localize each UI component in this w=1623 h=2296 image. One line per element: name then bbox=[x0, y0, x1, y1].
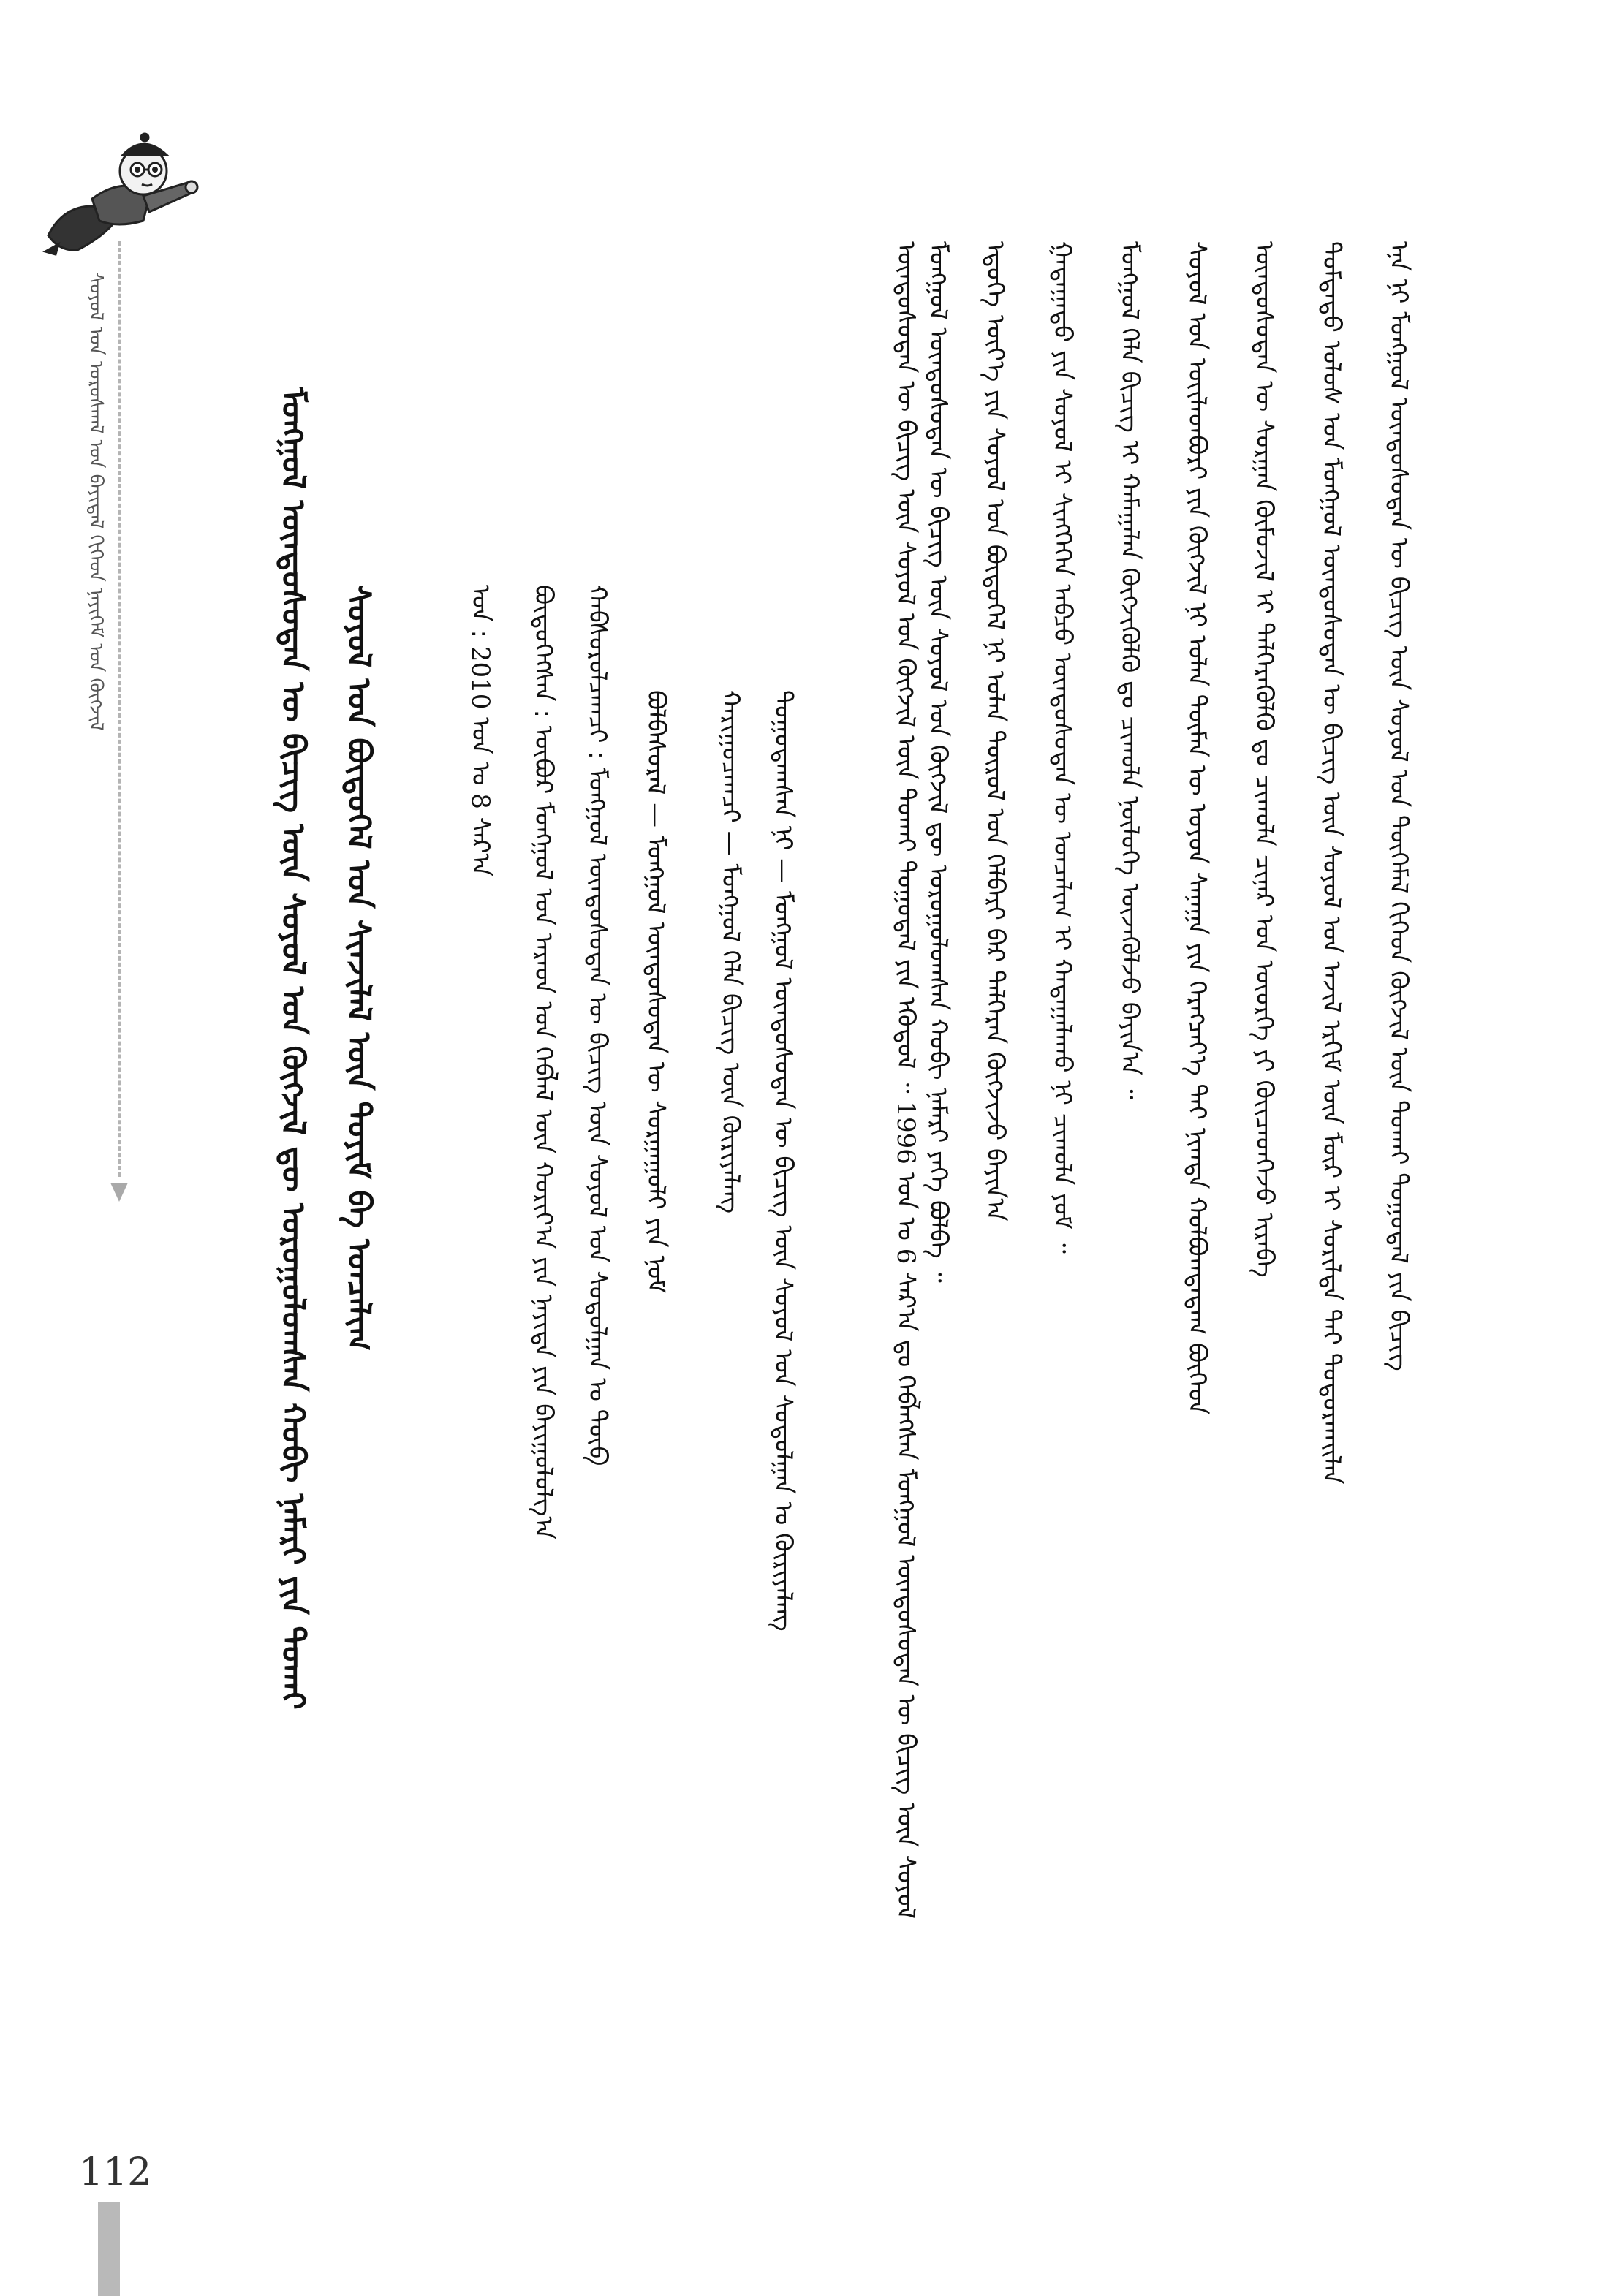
date-year: 2010 bbox=[466, 645, 495, 710]
body-line: ᠮᠣᠩᠭᠣᠯ ᠦᠨᠳᠦᠰᠦᠲᠡᠨ ᠦ ᠪᠢᠴᠢᠭ ᠦᠨ ᠰᠣᠶᠣᠯ ᠤᠨ ᠬᠥᠭᠵᠢᠯ ᠳᠦ ᠣᠷᠤᠭᠤᠯᠤᠭᠰᠠᠨ ᠬᠤᠪᠢ ᠨᠡᠮᠡᠷᠢ ᠶᠡᠬᠡ ᠪᠣᠯᠪᠠ ᠃ bbox=[923, 241, 953, 1283]
body-line-last bbox=[893, 241, 918, 1919]
byline-line: ᠲᠣᠭᠣᠳᠠᠭᠰᠠᠨ ᠨᠢ — ᠮᠣᠩᠭᠣᠯ ᠦᠨᠳᠦᠰᠦᠲᠡᠨ ᠦ ᠪᠢᠴᠢᠭ ᠦᠨ ᠰᠣᠶᠣᠯ ᠤᠨ ᠰᠤᠳᠤᠯᠭᠠᠨ ᠤ ᠬᠦᠷᠢᠶᠡᠯᠡᠩ bbox=[768, 690, 798, 1632]
byline-line: ᠬᠠᠷᠢᠭᠤᠴᠠᠭᠴᠢ — ᠮᠣᠩᠭᠣᠯ ᠬᠡᠯᠡ ᠪᠢᠴᠢᠭ ᠦᠨ ᠬᠦᠷᠢᠶᠡᠯᠡᠩ bbox=[716, 690, 745, 1214]
article-title-line: ᠮᠣᠩᠭᠣᠯ ᠦᠨᠳᠦᠰᠦᠲᠡᠨ ᠦ ᠪᠢᠴᠢᠭ ᠦᠨ ᠰᠣᠶᠣᠯ ᠤᠨ ᠬᠥᠭᠵᠢᠯ ᠳᠦ ᠣᠷᠤᠭᠤᠯᠤᠭᠰᠠᠨ ᠬᠤᠪᠢ ᠨᠡᠮᠡᠷᠢ ᠶᠢᠨ ᠲᠤᠬᠠᠢ bbox=[274, 387, 311, 1710]
byline-line: ᠪᠣᠯᠪᠠᠰᠤᠷᠠᠯ — ᠮᠣᠩᠭᠣᠯ ᠦᠨᠳᠦᠰᠦᠲᠡᠨ ᠦ ᠰᠤᠷᠭᠠᠭᠤᠯᠢ ᠶᠢᠨ ᠨᠣᠮ bbox=[641, 690, 670, 1294]
body-line-last-year-suffix: ᠣᠨ ᠤ bbox=[891, 1172, 920, 1240]
body-line: ᠡᠨᠡ ᠨᠢ ᠮᠣᠩᠭᠣᠯ ᠦᠨᠳᠦᠰᠦᠲᠡᠨ ᠦ ᠪᠢᠴᠢᠭ ᠦᠨ ᠰᠣᠶᠣᠯ ᠤᠨ ᠲᠦᠭᠡᠮᠡᠯ ᠬᠢᠭᠡᠳ ᠬᠥᠭᠵᠢᠯ ᠦᠨ ᠲᠤᠬᠠᠢ ᠲᠣᠭᠣᠳᠠᠯ ᠶᠢᠨ ᠪᠢᠴᠢᠭ bbox=[1384, 241, 1413, 1371]
body-line-last-suffix: ᠰᠠᠷ᠎ᠠ ᠳᠤ ᠬᠡᠪᠯᠡᠭᠰᠡᠨ ᠮᠣᠩᠭᠣᠯ ᠦᠨᠳᠦᠰᠦᠲᠡᠨ ᠦ ᠪᠢᠴᠢᠭ ᠦᠨ ᠰᠣᠶᠣᠯ bbox=[891, 1272, 920, 1920]
body-line: ᠭᠠᠳᠠᠭᠠᠳᠤ ᠶᠢᠨ ᠰᠣᠶᠣᠯ ᠢ ᠰᠢᠩᠭᠡᠭᠡᠨ ᠠᠪᠴᠤ ᠦᠨᠳᠦᠰᠦᠲᠡᠨ ᠦ ᠣᠨᠴᠠᠯᠢᠭ ᠢ ᠬᠠᠳᠠᠭᠠᠯᠠᠬᠤ ᠨᠢ ᠴᠢᠬᠤᠯᠠ ᠶᠤᠮ ᠃ bbox=[1048, 241, 1077, 1254]
running-head: ᠰᠣᠶᠣᠯ ᠤᠨ ᠤᠷᠤᠰᠬᠠᠯ ᠤᠨ ᠪᠠᠶᠢᠳᠠᠯ ᠬᠢᠬᠡᠳ ᠨᠡᠶᠢᠭᠡᠮ ᠤᠨ ᠬᠥᠭᠵᠢᠯ bbox=[85, 272, 107, 731]
body-line-last-prefix: ᠦᠨᠳᠦᠰᠦᠲᠡᠨ ᠦ ᠪᠢᠴᠢᠭ ᠦᠨ ᠰᠣᠶᠣᠯ ᠤᠨ ᠬᠥᠭᠵᠢᠯ ᠦᠨ ᠲᠤᠬᠠᠢ ᠲᠣᠭᠣᠳᠠᠯ ᠶᠢᠨ ᠡᠭᠦᠳᠦᠯ ᠃ bbox=[891, 241, 920, 1094]
page-number: 112 bbox=[79, 2151, 152, 2194]
byline-line: ᠪᠦᠲᠦᠭᠡᠭᠰᠡᠨ : ᠥᠪᠦᠷ ᠮᠣᠩᠭᠣᠯ ᠤᠨ ᠠᠷᠠᠳ ᠤᠨ ᠬᠡᠪᠯᠡᠯ ᠦᠨ ᠬᠣᠷᠢᠶ᠎ᠠ ᠶᠢᠨ ᠨᠡᠶᠢᠲᠡ ᠶᠢᠨ ᠪᠠᠶᠢᠭᠤᠯᠤᠯᠭ᠎ᠠ bbox=[529, 585, 558, 1539]
guide-arrow-icon bbox=[110, 1183, 128, 1202]
body-line: ᠳᠤᠮᠳᠠᠳᠤ ᠤᠯᠤᠰ ᠤᠨ ᠮᠣᠩᠭᠣᠯ ᠦᠨᠳᠦᠰᠦᠲᠡᠨ ᠦ ᠪᠢᠴᠢᠭ ᠦᠨ ᠰᠣᠶᠣᠯ ᠤᠨ ᠠᠵᠢᠯ ᠡᠷᠭᠢᠮ ᠦᠨ ᠮᠥᠷ ᠢ ᠰᠣᠷᠢᠯᠲᠠ ᠲᠠᠢ ᠲᠣᠳᠤᠷᠬᠠᠢᠯᠠᠨ bbox=[1317, 241, 1346, 1485]
body-line-last-month: 6 bbox=[891, 1248, 920, 1265]
article-title-line: ᠰᠣᠶᠣᠯ ᠤᠨ ᠪᠦᠲᠦᠭᠡᠯ ᠤᠨ ᠰᠢᠨᠵᠢᠯᠡᠯ ᠦᠨ ᠲᠣᠶᠢᠮ ᠪᠠ ᠣᠨᠴᠠᠯᠢᠭ bbox=[340, 585, 377, 1351]
page-thumb-bar bbox=[98, 2202, 120, 2296]
date-label: ᠣᠨ : bbox=[466, 585, 495, 638]
body-line: ᠦᠨᠳᠦᠰᠦᠲᠡᠨ ᠦ ᠰᠤᠷᠭᠠᠨ ᠬᠦᠮᠦᠵᠢᠯ ᠢ ᠳᠡᠯᠭᠡᠷᠡᠭᠦᠯᠬᠦ ᠳᠤ ᠴᠢᠬᠤᠯᠠ ᠴᠢᠨᠠᠷ ᠤᠨ ᠦᠦᠷᠭᠡ ᠶᠢ ᠭᠦᠢᠴᠡᠳᠬᠡᠵᠦ ᠢᠷᠡᠪᠡ bbox=[1249, 241, 1279, 1278]
boy-with-glasses-mascot-illustration bbox=[34, 126, 202, 257]
body-line: ᠰᠣᠶᠣᠯ ᠤᠨ ᠦᠢᠯᠡᠳᠪᠦᠷᠢ ᠶᠢᠨ ᠬᠥᠭᠵᠢᠯ ᠨᠢ ᠣᠯᠠᠨ ᠲᠦᠮᠡᠨ ᠦ ᠣᠶᠤᠨ ᠰᠠᠨᠠᠭᠠ ᠶᠢᠨ ᠬᠡᠷᠡᠭᠴᠡᠶ᠎ᠡ ᠲᠡᠢ ᠨᠢᠭᠲᠠ ᠬᠣᠯᠪᠣᠭᠳᠠᠳᠠᠭ ᠪᠥᠭᠡᠳ bbox=[1182, 241, 1211, 1415]
body-line: ᠡᠳᠦᠭᠡ ᠦᠶ᠎ᠡ ᠶᠢᠨ ᠰᠣᠶᠣᠯ ᠤᠨ ᠪᠦᠲᠦᠭᠡᠯ ᠨᠢ ᠣᠯᠠᠨ ᠲᠥᠷᠥᠯ ᠤᠨ ᠬᠡᠯᠪᠡᠷᠢ ᠪᠡᠷ ᠳᠡᠯᠭᠡᠷᠡᠨ ᠬᠥᠭᠵᠢᠵᠦ ᠪᠠᠶᠢᠨ᠎ᠠ bbox=[980, 241, 1010, 1221]
body-line-last-year: 1996 bbox=[891, 1101, 920, 1164]
date-year-suffix: ᠣᠨ ᠤ bbox=[466, 717, 495, 786]
body-line: ᠮᠣᠩᠭᠣᠯ ᠬᠡᠯᠡ ᠪᠢᠴᠢᠭ ᠢ ᠬᠠᠮᠠᠭᠠᠯᠠᠨ ᠬᠥᠭᠵᠢᠭᠦᠯᠬᠦ ᠳᠤ ᠴᠢᠬᠤᠯᠠ ᠨᠥᠯᠥᠭᠡ ᠦᠵᠡᠭᠦᠯᠵᠦ ᠪᠠᠶᠢᠨ᠎ᠠ ᠃ bbox=[1115, 241, 1144, 1100]
date-month: 8 bbox=[466, 793, 495, 809]
dashed-guide-line bbox=[118, 241, 121, 1177]
date-month-suffix: ᠰᠠᠷ᠎ᠠ bbox=[466, 817, 495, 877]
date-line bbox=[468, 585, 493, 876]
byline-line: ᠬᠠᠪᠰᠤᠷᠤᠯᠴᠠᠭᠴᠢ : ᠮᠣᠩᠭᠣᠯ ᠦᠨᠳᠦᠰᠦᠲᠡᠨ ᠦ ᠪᠢᠴᠢᠭ ᠦᠨ ᠰᠣᠶᠣᠯ ᠤᠨ ᠰᠤᠳᠤᠯᠭᠠᠨ ᠤ ᠲᠥᠪ bbox=[583, 585, 612, 1466]
